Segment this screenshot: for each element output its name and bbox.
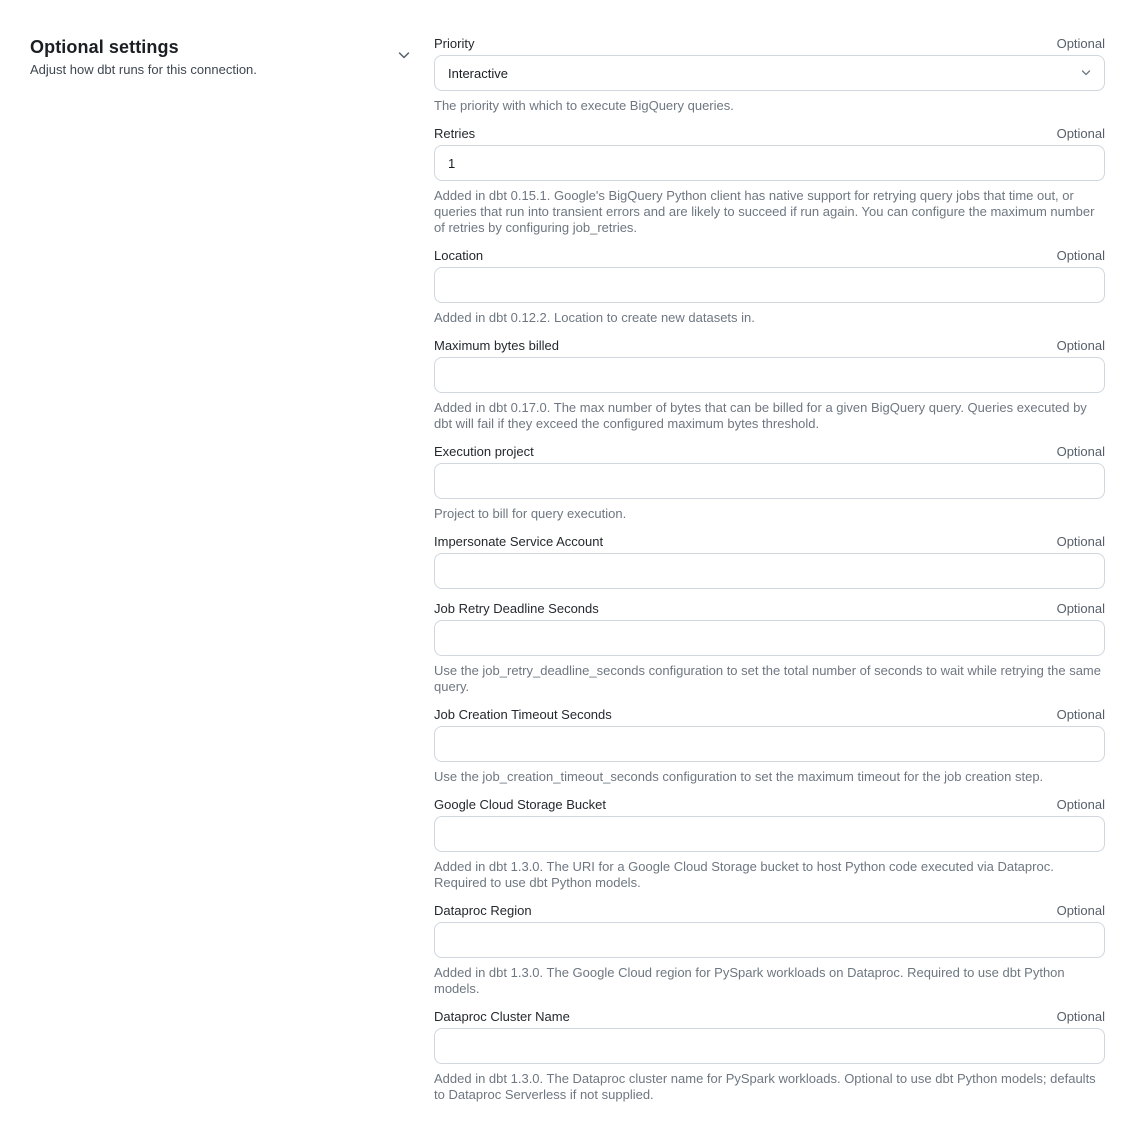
optional-badge: Optional <box>1056 444 1105 459</box>
field-dataproc-region <box>434 903 1105 997</box>
field-help-text: Project to bill for query execution. <box>434 506 627 521</box>
field-job-retry-deadline-seconds <box>434 601 1105 695</box>
job-creation-timeout-seconds-input[interactable] <box>434 726 1105 762</box>
field-priority <box>434 36 1105 114</box>
page-subtitle: Adjust how dbt runs for this connection. <box>30 62 257 77</box>
field-help-text: Use the job_creation_timeout_seconds configuration to set the maximum timeout for the job creation step. <box>434 769 1044 784</box>
form-fields <box>434 36 1105 1115</box>
field-label: Google Cloud Storage Bucket <box>434 797 606 812</box>
field-label: Retries <box>434 126 476 141</box>
field-label: Maximum bytes billed <box>434 338 559 353</box>
priority-select[interactable] <box>434 55 1105 91</box>
field-help-text: Added in dbt 1.3.0. The Dataproc cluster name for PySpark workloads. Optional to use dbt Python models; defaults to Dataproc Serverless if not supplied. <box>434 1071 1096 1102</box>
retries-input[interactable] <box>434 145 1105 181</box>
chevron-down-icon <box>1080 67 1092 79</box>
field-job-creation-timeout-seconds <box>434 707 1105 785</box>
field-impersonate-service-account <box>434 534 1105 589</box>
field-location <box>434 248 1105 326</box>
field-label: Priority <box>434 36 475 51</box>
optional-badge: Optional <box>1056 36 1105 51</box>
field-google-cloud-storage-bucket <box>434 797 1105 891</box>
field-label: Dataproc Cluster Name <box>434 1009 570 1024</box>
field-label: Dataproc Region <box>434 903 532 918</box>
field-retries <box>434 126 1105 236</box>
optional-badge: Optional <box>1056 248 1105 263</box>
field-help-text: The priority with which to execute BigQuery queries. <box>434 98 734 113</box>
section-collapse-button[interactable] <box>396 47 412 63</box>
field-maximum-bytes-billed <box>434 338 1105 432</box>
execution-project-input[interactable] <box>434 463 1105 499</box>
dataproc-cluster-name-input[interactable] <box>434 1028 1105 1064</box>
field-dataproc-cluster-name <box>434 1009 1105 1103</box>
field-help-text: Added in dbt 1.3.0. The URI for a Google Cloud Storage bucket to host Python code executed via Dataproc. Required to use dbt Python models. <box>434 859 1054 890</box>
chevron-down-icon <box>396 47 412 63</box>
optional-badge: Optional <box>1056 903 1105 918</box>
location-input[interactable] <box>434 267 1105 303</box>
optional-badge: Optional <box>1056 1009 1105 1024</box>
field-label: Job Retry Deadline Seconds <box>434 601 599 616</box>
field-label: Impersonate Service Account <box>434 534 604 549</box>
optional-badge: Optional <box>1056 126 1105 141</box>
field-help-text: Added in dbt 0.15.1. Google's BigQuery Python client has native support for retrying query jobs that time out, or queries that run into transient errors and are likely to succeed if run again. You can configure the maximum number of retries by configuring job_retries. <box>434 188 1095 235</box>
select-value: Interactive <box>448 65 508 81</box>
dataproc-region-input[interactable] <box>434 922 1105 958</box>
impersonate-service-account-input[interactable] <box>434 553 1105 589</box>
field-help-text: Use the job_retry_deadline_seconds configuration to set the total number of seconds to wait while retrying the same query. <box>434 663 1101 694</box>
field-help-text: Added in dbt 1.3.0. The Google Cloud region for PySpark workloads on Dataproc. Required to use dbt Python models. <box>434 965 1065 996</box>
optional-badge: Optional <box>1056 338 1105 353</box>
field-execution-project <box>434 444 1105 522</box>
maximum-bytes-billed-input[interactable] <box>434 357 1105 393</box>
job-retry-deadline-seconds-input[interactable] <box>434 620 1105 656</box>
field-label: Location <box>434 248 484 263</box>
section-header <box>30 36 390 78</box>
optional-badge: Optional <box>1056 601 1105 616</box>
optional-badge: Optional <box>1056 707 1105 722</box>
field-help-text: Added in dbt 0.17.0. The max number of bytes that can be billed for a given BigQuery query. Queries executed by dbt will fail if they exceed the configured maximum bytes threshold. <box>434 400 1087 431</box>
page-title: Optional settings <box>30 37 179 57</box>
optional-badge: Optional <box>1056 534 1105 549</box>
optional-badge: Optional <box>1056 797 1105 812</box>
field-label: Execution project <box>434 444 534 459</box>
field-help-text: Added in dbt 0.12.2. Location to create new datasets in. <box>434 310 755 325</box>
field-label: Job Creation Timeout Seconds <box>434 707 612 722</box>
google-cloud-storage-bucket-input[interactable] <box>434 816 1105 852</box>
